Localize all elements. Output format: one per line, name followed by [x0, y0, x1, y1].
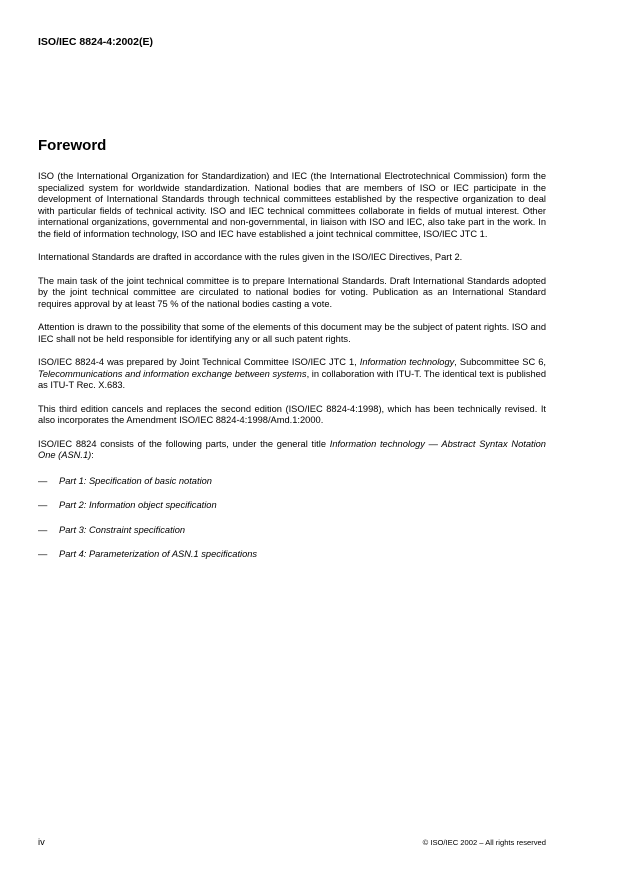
- paragraph-main-task: The main task of the joint technical committee is to prepare International Standards. Draft International Standards adopted by the joint technical committee are circulated to national bodies for voting. Publication as an International Standard requires approval by at least 75 % of the national bodies casting a vote.: [38, 275, 546, 309]
- prepared-by-italic-1: Information technology: [359, 357, 455, 367]
- list-item-text: Part 2: Information object specification: [59, 500, 217, 510]
- paragraph-patent-rights: Attention is drawn to the possibility that some of the elements of this document may be the subject of patent rights. ISO and IEC shall not be held responsible for identifying any or all such patent rights.: [38, 322, 546, 344]
- parts-intro-text-2: :: [91, 450, 94, 460]
- paragraph-prepared-by: [38, 357, 546, 392]
- prepared-by-text-3: , in collaboration with ITU-T. The identical text is published as ITU-T Rec. X.683.: [38, 368, 546, 390]
- paragraph-edition: This third edition cancels and replaces the second edition (ISO/IEC 8824-4:1998), which has been technically revised. It also incorporates the Amendment ISO/IEC 8824-4:1998/Amd.1:2000.: [38, 403, 546, 425]
- list-dash: —: [38, 549, 48, 559]
- list-item-text: Part 3: Constraint specification: [59, 524, 186, 535]
- prepared-by-text-2: , Subcommittee SC 6,: [454, 357, 546, 367]
- paragraph-directives: International Standards are drafted in accordance with the rules given in the ISO/IEC Directives, Part 2.: [38, 252, 463, 262]
- parts-list: [38, 476, 546, 561]
- paragraph-intro: ISO (the International Organization for Standardization) and IEC (the International Electrotechnical Commission) form the specialized system for worldwide standardization. National bodies that are members of ISO or IEC participate in the development of International Standards through technical committees established by the respective organization to deal with particular fields of technical activity. ISO and IEC technical committees collaborate in fields of mutual interest. Other international organizations, governmental and non-governmental, in liaison with ISO and IEC, also take part in the work. In the field of information technology, ISO and IEC have established a joint technical committee, ISO/IEC JTC 1.: [38, 171, 546, 239]
- list-item: [38, 525, 546, 537]
- page-number: iv: [38, 837, 45, 847]
- list-dash: —: [38, 500, 48, 510]
- list-item: [38, 476, 546, 488]
- parts-intro-italic: Information technology — Abstract Syntax Notation One (ASN.1): [38, 438, 546, 460]
- list-item-text: Part 1: Specification of basic notation: [59, 475, 212, 486]
- list-dash: —: [38, 475, 48, 486]
- parts-intro-text-1: ISO/IEC 8824 consists of the following parts, under the general title: [38, 438, 326, 449]
- paragraph-parts-intro: [38, 439, 546, 462]
- list-dash: —: [38, 524, 48, 535]
- list-item: [38, 549, 546, 561]
- foreword-body: [38, 171, 546, 574]
- page-footer: [38, 837, 546, 847]
- page-title: Foreword: [38, 137, 107, 154]
- list-item: [38, 500, 546, 512]
- prepared-by-text-1: ISO/IEC 8824-4 was prepared by Joint Technical Committee ISO/IEC JTC 1,: [38, 357, 357, 367]
- list-item-text: Part 4: Parameterization of ASN.1 specifications: [59, 549, 258, 559]
- copyright-notice: © ISO/IEC 2002 – All rights reserved: [422, 838, 546, 847]
- document-id-header: ISO/IEC 8824-4:2002(E): [38, 36, 153, 48]
- prepared-by-italic-2: Telecommunications and information exchange between systems: [38, 368, 307, 379]
